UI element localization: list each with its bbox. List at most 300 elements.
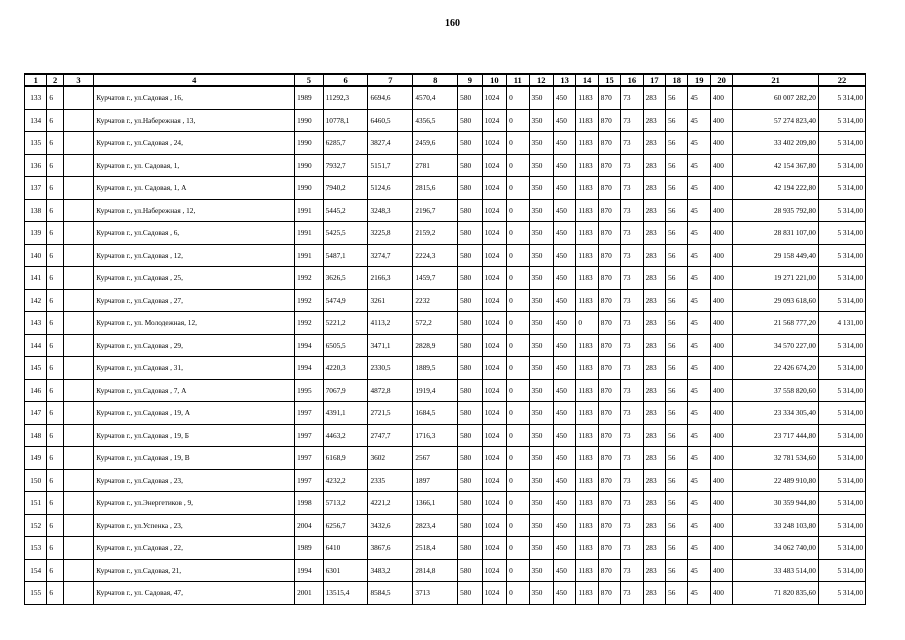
table-cell: 73 bbox=[621, 559, 643, 582]
table-cell: 135 bbox=[25, 132, 47, 155]
table-cell: 870 bbox=[598, 312, 620, 335]
table-cell: 1990 bbox=[295, 109, 324, 132]
table-cell: 350 bbox=[529, 289, 553, 312]
table-cell: 137 bbox=[25, 177, 47, 200]
table-cell: 45 bbox=[688, 244, 710, 267]
table-cell: 32 781 534,60 bbox=[733, 447, 819, 470]
table-cell: 73 bbox=[621, 447, 643, 470]
table-cell: 3483,2 bbox=[368, 559, 413, 582]
table-cell: 1024 bbox=[482, 289, 506, 312]
table-cell: 1919,4 bbox=[413, 379, 458, 402]
table-cell bbox=[63, 469, 94, 492]
table-cell: 0 bbox=[507, 514, 529, 537]
table-cell: 1992 bbox=[295, 312, 324, 335]
table-cell: 350 bbox=[529, 177, 553, 200]
table-cell: 6 bbox=[47, 109, 63, 132]
column-header: 5 bbox=[295, 74, 324, 86]
table-cell: 1991 bbox=[295, 222, 324, 245]
table-cell: 5 314,00 bbox=[818, 447, 865, 470]
table-cell: 283 bbox=[643, 86, 665, 109]
table-cell: 148 bbox=[25, 424, 47, 447]
table-cell: 42 154 367,80 bbox=[733, 154, 819, 177]
table-cell: 1183 bbox=[576, 289, 598, 312]
table-cell: 73 bbox=[621, 154, 643, 177]
table-cell: 0 bbox=[507, 199, 529, 222]
table-cell: 1024 bbox=[482, 492, 506, 515]
table-cell: 0 bbox=[507, 424, 529, 447]
table-cell: 1024 bbox=[482, 177, 506, 200]
table-cell: 1991 bbox=[295, 199, 324, 222]
table-cell: 73 bbox=[621, 424, 643, 447]
table-cell: 5 314,00 bbox=[818, 222, 865, 245]
table-cell: 283 bbox=[643, 537, 665, 560]
table-cell: 6 bbox=[47, 514, 63, 537]
table-cell: 1995 bbox=[295, 379, 324, 402]
table-cell: 45 bbox=[688, 177, 710, 200]
header-row bbox=[25, 74, 866, 86]
table-cell: 450 bbox=[553, 267, 575, 290]
table-cell: 45 bbox=[688, 424, 710, 447]
table-cell: 13515,4 bbox=[323, 582, 368, 605]
table-cell bbox=[63, 244, 94, 267]
table-cell: 870 bbox=[598, 154, 620, 177]
table-cell: 580 bbox=[458, 402, 482, 425]
table-cell: 400 bbox=[710, 424, 732, 447]
column-header: 2 bbox=[47, 74, 63, 86]
table-cell: 580 bbox=[458, 514, 482, 537]
column-header: 20 bbox=[710, 74, 732, 86]
column-header: 11 bbox=[507, 74, 529, 86]
table-cell: 5151,7 bbox=[368, 154, 413, 177]
table-cell: Курчатов г., ул.Садовая , 7, А bbox=[94, 379, 295, 402]
table-cell: 73 bbox=[621, 244, 643, 267]
table-cell: 154 bbox=[25, 559, 47, 582]
table-cell: 5 314,00 bbox=[818, 267, 865, 290]
table-cell: 28 831 107,00 bbox=[733, 222, 819, 245]
table-cell: 145 bbox=[25, 357, 47, 380]
table-cell: 1183 bbox=[576, 424, 598, 447]
table-cell: 56 bbox=[666, 199, 688, 222]
table-cell: 6 bbox=[47, 379, 63, 402]
table-cell: 5 314,00 bbox=[818, 177, 865, 200]
table-cell: 1024 bbox=[482, 424, 506, 447]
table-cell: Курчатов г., ул.Садовая , 31, bbox=[94, 357, 295, 380]
table-cell: 400 bbox=[710, 312, 732, 335]
table-cell: 8584,5 bbox=[368, 582, 413, 605]
table-cell: 5 314,00 bbox=[818, 582, 865, 605]
table-cell: 283 bbox=[643, 357, 665, 380]
table-row bbox=[25, 289, 866, 312]
table-row bbox=[25, 447, 866, 470]
table-cell: 580 bbox=[458, 469, 482, 492]
table-cell: 283 bbox=[643, 402, 665, 425]
table-cell: Курчатов г., ул.Садовая , 6, bbox=[94, 222, 295, 245]
table-cell: 6 bbox=[47, 469, 63, 492]
table-cell: 350 bbox=[529, 132, 553, 155]
table-cell: Курчатов г., ул.Энергетиков , 9, bbox=[94, 492, 295, 515]
table-cell: 1024 bbox=[482, 267, 506, 290]
table-cell: 450 bbox=[553, 154, 575, 177]
table-cell: 6 bbox=[47, 559, 63, 582]
table-cell: 22 426 674,20 bbox=[733, 357, 819, 380]
table-cell: 580 bbox=[458, 154, 482, 177]
table-cell: Курчатов г., ул.Садовая , 27, bbox=[94, 289, 295, 312]
table-cell: 56 bbox=[666, 537, 688, 560]
table-cell: Курчатов г., ул.Садовая , 16, bbox=[94, 86, 295, 109]
table-cell: Курчатов г., ул.Садовая, 21, bbox=[94, 559, 295, 582]
column-header: 22 bbox=[818, 74, 865, 86]
table-cell: 6 bbox=[47, 267, 63, 290]
table-cell: 71 820 835,60 bbox=[733, 582, 819, 605]
table-cell bbox=[63, 86, 94, 109]
table-cell: 139 bbox=[25, 222, 47, 245]
table-cell: 22 489 910,80 bbox=[733, 469, 819, 492]
table-cell: 350 bbox=[529, 514, 553, 537]
table-cell: 1183 bbox=[576, 132, 598, 155]
table-cell: Курчатов г., ул.Набережная , 13, bbox=[94, 109, 295, 132]
table-cell: 3248,3 bbox=[368, 199, 413, 222]
column-header: 15 bbox=[598, 74, 620, 86]
table-cell: 572,2 bbox=[413, 312, 458, 335]
column-header: 9 bbox=[458, 74, 482, 86]
table-cell: Курчатов г., ул.Садовая , 19, Б bbox=[94, 424, 295, 447]
table-cell: 1889,5 bbox=[413, 357, 458, 380]
table-cell: 4232,2 bbox=[323, 469, 368, 492]
table-cell: 1024 bbox=[482, 199, 506, 222]
table-cell: 3827,4 bbox=[368, 132, 413, 155]
column-header: 21 bbox=[733, 74, 819, 86]
table-cell: 1459,7 bbox=[413, 267, 458, 290]
table-cell: Курчатов г., ул.Садовая , 19, В bbox=[94, 447, 295, 470]
table-cell: 2335 bbox=[368, 469, 413, 492]
table-cell: 2828,9 bbox=[413, 334, 458, 357]
table-cell: 56 bbox=[666, 132, 688, 155]
table-cell: 4113,2 bbox=[368, 312, 413, 335]
table-cell: 283 bbox=[643, 132, 665, 155]
table-cell: 73 bbox=[621, 537, 643, 560]
table-cell: 2224,3 bbox=[413, 244, 458, 267]
column-header: 10 bbox=[482, 74, 506, 86]
table-cell: 1024 bbox=[482, 244, 506, 267]
table-cell: 73 bbox=[621, 86, 643, 109]
table-cell: 400 bbox=[710, 222, 732, 245]
table-cell: 45 bbox=[688, 447, 710, 470]
table-cell: 400 bbox=[710, 86, 732, 109]
table-cell: 400 bbox=[710, 582, 732, 605]
table-cell: 45 bbox=[688, 469, 710, 492]
table-cell: 5124,6 bbox=[368, 177, 413, 200]
table-cell: 6460,5 bbox=[368, 109, 413, 132]
table-cell: 350 bbox=[529, 109, 553, 132]
table-cell: 0 bbox=[507, 289, 529, 312]
table-row bbox=[25, 537, 866, 560]
table-cell: 283 bbox=[643, 154, 665, 177]
table-cell: 450 bbox=[553, 559, 575, 582]
column-header: 4 bbox=[94, 74, 295, 86]
table-cell: 580 bbox=[458, 424, 482, 447]
table-row bbox=[25, 86, 866, 109]
table-cell: 283 bbox=[643, 379, 665, 402]
table-cell: 42 194 222,80 bbox=[733, 177, 819, 200]
table-cell: 580 bbox=[458, 447, 482, 470]
table-cell: 28 935 792,80 bbox=[733, 199, 819, 222]
table-cell: 6285,7 bbox=[323, 132, 368, 155]
table-cell: 450 bbox=[553, 86, 575, 109]
table-cell: 580 bbox=[458, 132, 482, 155]
table-cell: 6 bbox=[47, 357, 63, 380]
table-cell: 56 bbox=[666, 244, 688, 267]
table-cell: 45 bbox=[688, 132, 710, 155]
table-cell: 2815,6 bbox=[413, 177, 458, 200]
table-row bbox=[25, 334, 866, 357]
table-cell: 134 bbox=[25, 109, 47, 132]
table-cell: 400 bbox=[710, 267, 732, 290]
table-cell: 1024 bbox=[482, 559, 506, 582]
column-header: 7 bbox=[368, 74, 413, 86]
table-row bbox=[25, 132, 866, 155]
table-row bbox=[25, 492, 866, 515]
table-cell: 450 bbox=[553, 379, 575, 402]
table-cell: 30 359 944,80 bbox=[733, 492, 819, 515]
table-cell: 6694,6 bbox=[368, 86, 413, 109]
table-cell: 450 bbox=[553, 537, 575, 560]
table-cell: 870 bbox=[598, 559, 620, 582]
table-cell: 283 bbox=[643, 492, 665, 515]
table-cell: 400 bbox=[710, 177, 732, 200]
table-cell: 149 bbox=[25, 447, 47, 470]
table-cell: 400 bbox=[710, 199, 732, 222]
table-cell: 1716,3 bbox=[413, 424, 458, 447]
table-cell: 283 bbox=[643, 177, 665, 200]
table-cell: 450 bbox=[553, 357, 575, 380]
table-cell: Курчатов г., ул. Молодежная, 12, bbox=[94, 312, 295, 335]
table-cell: 45 bbox=[688, 154, 710, 177]
table-cell bbox=[63, 447, 94, 470]
table-cell: 4220,3 bbox=[323, 357, 368, 380]
table-cell: 1990 bbox=[295, 177, 324, 200]
table-cell: 21 568 777,20 bbox=[733, 312, 819, 335]
table-cell: 1990 bbox=[295, 154, 324, 177]
table-cell: 450 bbox=[553, 109, 575, 132]
table-cell: 870 bbox=[598, 447, 620, 470]
table-cell bbox=[63, 582, 94, 605]
table-cell: 1183 bbox=[576, 402, 598, 425]
table-cell: 1183 bbox=[576, 199, 598, 222]
table-cell: 1994 bbox=[295, 559, 324, 582]
table-cell: 1183 bbox=[576, 379, 598, 402]
column-header: 8 bbox=[413, 74, 458, 86]
table-cell: 870 bbox=[598, 86, 620, 109]
table-cell: 56 bbox=[666, 334, 688, 357]
table-cell: 6 bbox=[47, 537, 63, 560]
table-row bbox=[25, 222, 866, 245]
table-cell: 6 bbox=[47, 199, 63, 222]
table-cell: 45 bbox=[688, 492, 710, 515]
table-cell: 1183 bbox=[576, 514, 598, 537]
table-cell: 1997 bbox=[295, 469, 324, 492]
table-cell: 146 bbox=[25, 379, 47, 402]
table-cell: 400 bbox=[710, 334, 732, 357]
table-cell: 1684,5 bbox=[413, 402, 458, 425]
table-cell: 3602 bbox=[368, 447, 413, 470]
table-cell: 141 bbox=[25, 267, 47, 290]
table-cell: 140 bbox=[25, 244, 47, 267]
table-cell: 5 314,00 bbox=[818, 334, 865, 357]
table-cell: 870 bbox=[598, 514, 620, 537]
table-cell: 73 bbox=[621, 469, 643, 492]
table-cell: 2159,2 bbox=[413, 222, 458, 245]
table-cell: 2330,5 bbox=[368, 357, 413, 380]
table-cell: 870 bbox=[598, 582, 620, 605]
table-cell: 0 bbox=[576, 312, 598, 335]
table-cell: 870 bbox=[598, 267, 620, 290]
table-cell: 3867,6 bbox=[368, 537, 413, 560]
table-cell: 151 bbox=[25, 492, 47, 515]
table-cell: 2196,7 bbox=[413, 199, 458, 222]
column-header: 3 bbox=[63, 74, 94, 86]
table-cell: 4 131,00 bbox=[818, 312, 865, 335]
table-cell: 73 bbox=[621, 289, 643, 312]
table-cell: 3225,8 bbox=[368, 222, 413, 245]
table-cell: 1989 bbox=[295, 86, 324, 109]
table-cell: 56 bbox=[666, 289, 688, 312]
table-cell: 56 bbox=[666, 424, 688, 447]
table-cell: 1183 bbox=[576, 267, 598, 290]
table-cell: 56 bbox=[666, 582, 688, 605]
table-cell: 870 bbox=[598, 132, 620, 155]
table-cell: 350 bbox=[529, 492, 553, 515]
table-cell: 5425,5 bbox=[323, 222, 368, 245]
table-cell: 870 bbox=[598, 222, 620, 245]
table-cell: 0 bbox=[507, 177, 529, 200]
table-cell: 29 093 618,60 bbox=[733, 289, 819, 312]
table-cell: 2004 bbox=[295, 514, 324, 537]
table-cell: 6 bbox=[47, 244, 63, 267]
table-cell: 450 bbox=[553, 222, 575, 245]
table-cell: 34 570 227,00 bbox=[733, 334, 819, 357]
table-cell: 5713,2 bbox=[323, 492, 368, 515]
table-cell: 870 bbox=[598, 379, 620, 402]
table-cell: 138 bbox=[25, 199, 47, 222]
table-cell: 6 bbox=[47, 132, 63, 155]
table-cell: 283 bbox=[643, 289, 665, 312]
table-cell: Курчатов г., ул.Садовая , 19, А bbox=[94, 402, 295, 425]
table-cell: 350 bbox=[529, 469, 553, 492]
table-cell: 5 314,00 bbox=[818, 199, 865, 222]
table-row bbox=[25, 357, 866, 380]
table-cell: 580 bbox=[458, 86, 482, 109]
table-cell: 1024 bbox=[482, 132, 506, 155]
table-cell: 153 bbox=[25, 537, 47, 560]
table-cell: 56 bbox=[666, 559, 688, 582]
table-cell: 1024 bbox=[482, 514, 506, 537]
table-cell: 1183 bbox=[576, 334, 598, 357]
table-cell: 1997 bbox=[295, 424, 324, 447]
table-cell: 3432,6 bbox=[368, 514, 413, 537]
table-cell: 580 bbox=[458, 109, 482, 132]
table-cell: 6256,7 bbox=[323, 514, 368, 537]
table-cell: 144 bbox=[25, 334, 47, 357]
table-cell: 56 bbox=[666, 154, 688, 177]
table-cell: 5 314,00 bbox=[818, 559, 865, 582]
table-cell: 400 bbox=[710, 289, 732, 312]
table-cell: 56 bbox=[666, 447, 688, 470]
table-cell bbox=[63, 312, 94, 335]
table-row bbox=[25, 514, 866, 537]
table-cell: 73 bbox=[621, 514, 643, 537]
table-cell bbox=[63, 559, 94, 582]
table-cell: 283 bbox=[643, 424, 665, 447]
table-cell: 283 bbox=[643, 222, 665, 245]
table-cell: 56 bbox=[666, 177, 688, 200]
table-cell: 23 717 444,80 bbox=[733, 424, 819, 447]
table-cell: 73 bbox=[621, 109, 643, 132]
table-cell bbox=[63, 154, 94, 177]
table-cell: 6 bbox=[47, 492, 63, 515]
table-cell: 3261 bbox=[368, 289, 413, 312]
table-cell: 73 bbox=[621, 312, 643, 335]
page-number: 160 bbox=[445, 18, 460, 29]
table-cell: 450 bbox=[553, 402, 575, 425]
table-cell: 7940,2 bbox=[323, 177, 368, 200]
table-cell: 4570,4 bbox=[413, 86, 458, 109]
table-cell: 400 bbox=[710, 559, 732, 582]
table-row bbox=[25, 177, 866, 200]
table-cell: 73 bbox=[621, 402, 643, 425]
table-cell: 580 bbox=[458, 537, 482, 560]
table-cell: 73 bbox=[621, 267, 643, 290]
table-cell: 60 007 282,20 bbox=[733, 86, 819, 109]
table-cell bbox=[63, 334, 94, 357]
table-cell: 350 bbox=[529, 334, 553, 357]
table-cell: 1366,1 bbox=[413, 492, 458, 515]
table-cell: 1024 bbox=[482, 154, 506, 177]
table-cell: 1990 bbox=[295, 132, 324, 155]
table-cell: 1997 bbox=[295, 402, 324, 425]
table-cell: 45 bbox=[688, 312, 710, 335]
table-cell: 5 314,00 bbox=[818, 244, 865, 267]
table-cell: 0 bbox=[507, 132, 529, 155]
table-cell bbox=[63, 177, 94, 200]
table-cell: 580 bbox=[458, 244, 482, 267]
table-cell: 6 bbox=[47, 177, 63, 200]
table-cell: 33 248 103,80 bbox=[733, 514, 819, 537]
table-cell: 450 bbox=[553, 447, 575, 470]
table-cell: 2232 bbox=[413, 289, 458, 312]
table-cell: 6 bbox=[47, 582, 63, 605]
table-cell: 45 bbox=[688, 582, 710, 605]
table-cell: 350 bbox=[529, 447, 553, 470]
table-cell: 350 bbox=[529, 154, 553, 177]
table-cell: 350 bbox=[529, 582, 553, 605]
table-cell: 1183 bbox=[576, 109, 598, 132]
table-cell: 400 bbox=[710, 447, 732, 470]
table-cell: 5221,2 bbox=[323, 312, 368, 335]
table-cell: 870 bbox=[598, 537, 620, 560]
table-cell: 450 bbox=[553, 289, 575, 312]
table-cell: 400 bbox=[710, 379, 732, 402]
table-cell: 0 bbox=[507, 222, 529, 245]
table-row bbox=[25, 267, 866, 290]
table-cell: 1183 bbox=[576, 177, 598, 200]
table-cell: 45 bbox=[688, 199, 710, 222]
table-cell: 283 bbox=[643, 109, 665, 132]
table-cell: 0 bbox=[507, 334, 529, 357]
table-cell: 45 bbox=[688, 559, 710, 582]
column-header: 16 bbox=[621, 74, 643, 86]
table-cell: 6 bbox=[47, 402, 63, 425]
table-cell: 0 bbox=[507, 447, 529, 470]
